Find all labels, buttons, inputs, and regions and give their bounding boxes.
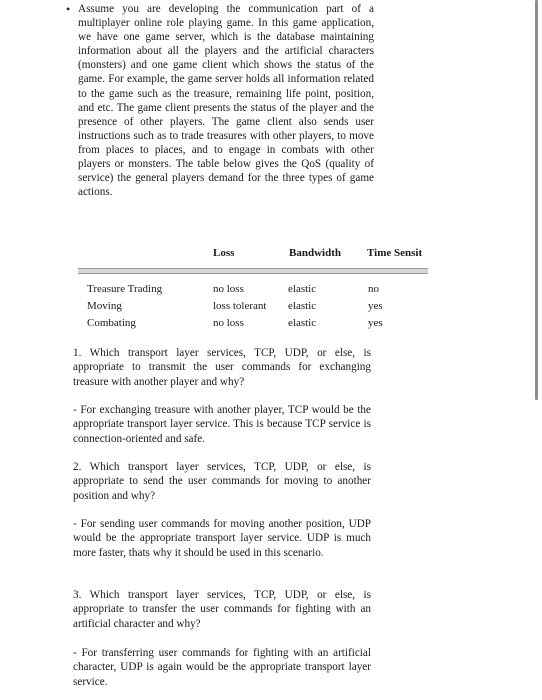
intro-text: Assume you are developing the communication part of a multiplayer online role playing game. In this game application, we have one game server, which is the database maintaining information about all the players and the artificial characters (monsters) and one game client which shows the status of the game. For example, the game server holds all information related to the game such as the treasure, remaining life point, position, and etc. The game client presents the status of the player and the presence of other players. The game client also sends user instructions such as to trade treasures with other players, to move from places to places, and to engage in combats with other players or monsters. The table below gives the QoS (quality of service) the general players demand for the three types of game actions.: [78, 3, 374, 199]
row-time-sensitive: no: [368, 283, 379, 295]
table-header-rule: [78, 268, 428, 274]
header-time-sensitive: Time Sensit: [367, 247, 423, 259]
question-2: 2. Which transport layer services, TCP, UDP, or else, is appropriate to send the user commands for moving to another position and why?: [73, 461, 371, 502]
row-loss: no loss: [213, 317, 244, 329]
row-bandwidth: elastic: [288, 317, 317, 329]
header-loss: Loss: [213, 247, 235, 259]
answer-3: - For transferring user commands for fighting with an artificial character, UDP is again would be the appropriate transport layer service.: [73, 647, 371, 688]
question-3: 3. Which transport layer services, TCP, UDP, or else, is appropriate to transfer the user commands for fighting with an artificial character and why?: [73, 589, 371, 630]
header-bandwidth: Bandwidth: [289, 247, 341, 259]
row-time-sensitive: yes: [368, 317, 383, 329]
vertical-scrollbar[interactable]: [535, 0, 538, 400]
table-row: [0, 317, 542, 333]
answer-2: - For sending user commands for moving another position, UDP would be the appropriate transport layer service. UDP is much more faster, thats why it should be used in this scenario.: [73, 518, 371, 559]
row-action: Treasure Trading: [87, 283, 163, 295]
answer-1: - For exchanging treasure with another player, TCP would be the appropriate transport layer service. This is because TCP service is connection-oriented and safe.: [73, 404, 371, 445]
row-time-sensitive: yes: [368, 300, 383, 312]
table-row: [0, 283, 542, 299]
row-loss: no loss: [213, 283, 244, 295]
row-bandwidth: elastic: [288, 283, 317, 295]
row-loss: loss tolerant: [213, 300, 267, 312]
row-action: Combating: [87, 317, 136, 329]
question-1: 1. Which transport layer services, TCP, UDP, or else, is appropriate to transmit the user commands for exchanging treasure with another player and why?: [73, 347, 371, 388]
table-row: [0, 300, 542, 316]
intro-paragraph: [66, 2, 374, 199]
row-bandwidth: elastic: [288, 300, 317, 312]
row-action: Moving: [87, 300, 122, 312]
bullet: •: [66, 2, 71, 16]
